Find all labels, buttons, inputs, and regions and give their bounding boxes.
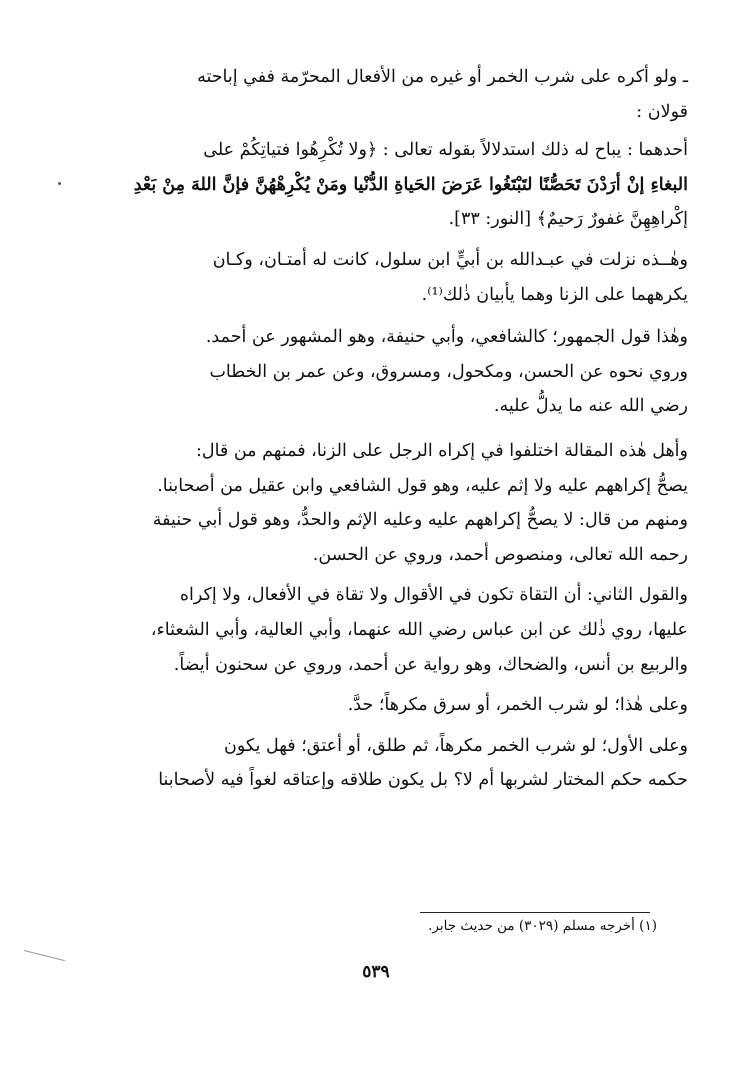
- text-line: وهٰذا قول الجمهور؛ كالشافعي، وأبي حنيفة، وهو المشهور عن أحمد.: [205, 327, 688, 348]
- footnote-separator: [420, 912, 650, 913]
- text-line: أحدهما : يباح له ذلك استدلالاً بقوله تعالى : ﴿ولا تُكْرِهُوا فتياتِكُمْ على: [203, 140, 688, 161]
- text-line: يكرههما على الزنا وهما يأبيان ذٰلك⁽¹⁾.: [421, 284, 688, 305]
- scan-stroke: [24, 950, 65, 961]
- text-line: عليها، روي ذٰلك عن ابن عباس رضي الله عنهما، وأبي العالية، وأبي الشعثاء،: [150, 619, 688, 640]
- text-line: وهٰــذه نزلت في عبـدالله بن أبيٍّ ابن سلول، كانت له أمتـان، وكـان: [212, 249, 688, 270]
- text-line: قولان :: [636, 101, 688, 122]
- text-line: وعلى هٰذا؛ لو شرب الخمر، أو سرق مكرهاً؛ حدَّ.: [347, 695, 688, 716]
- scan-speck: [58, 182, 61, 185]
- paragraph-gap: [60, 424, 688, 434]
- text-line: ـ ولو أكره على شرب الخمر أو غيره من الأفعال المحرّمة ففي إباحته: [197, 67, 688, 87]
- text-line: إكْراهِهِنَّ غفورٌ رَحيمٌ﴾ [النور: ٣٣].: [448, 209, 688, 230]
- text-line: رضي الله عنه ما يدلُّ عليه.: [493, 396, 688, 417]
- footnote: (١) أخرجه مسلم (٣٠٢٩) من حديث جابر.: [428, 918, 657, 934]
- text-line: وعلى الأول؛ لو شرب الخمر مكرهاً، ثم طلق، أو أعتق؛ فهل يكون: [223, 735, 688, 756]
- text-line: والربيع بن أنس، والضحاك، وهو رواية عن أحمد، وروي عن سحنون أيضاً.: [173, 654, 688, 675]
- text-line: رحمه الله تعالى، ومنصوص أحمد، وروي عن الحسن.: [312, 544, 688, 565]
- text-line: يصحُّ إكراههم عليه ولا إثم عليه، وهو قول الشافعي وابن عقيل من أصحابنا.: [157, 475, 688, 496]
- main-text: [60, 60, 688, 798]
- page-number: ٥٣٩: [362, 962, 390, 982]
- text-line: حكمه حكم المختار لشربها أم لا؟ بل يكون طلاقه وإعتاقه لغواً فيه لأصحابنا: [158, 770, 688, 791]
- text-line: ومنهم من قال: لا يصحُّ إكراههم عليه وعليه الإثم والحدُّ، وهو قول أبي حنيفة: [152, 510, 688, 531]
- text-line: والقول الثاني: أن التقاة تكون في الأقوال ولا تقاة في الأفعال، ولا إكراه: [179, 585, 688, 606]
- text-line: وأهل هٰذه المقالة اختلفوا في إكراه الرجل على الزنا، فمنهم من قال:: [195, 440, 688, 461]
- text-line: البغاءِ إنْ أرَدْنَ تَحَصُّنًا لتَبْتَغُوا عَرَضَ الحَياةِ الدُّنْيا ومَنْ يُكْرِهْهُنَّ فإنَّ اللهَ مِنْ بَعْدِ: [133, 174, 688, 195]
- paragraph-gap: [60, 312, 688, 320]
- text-line: وروي نحوه عن الحسن، ومكحول، ومسروق، وعن عمر بن الخطاب: [209, 361, 688, 382]
